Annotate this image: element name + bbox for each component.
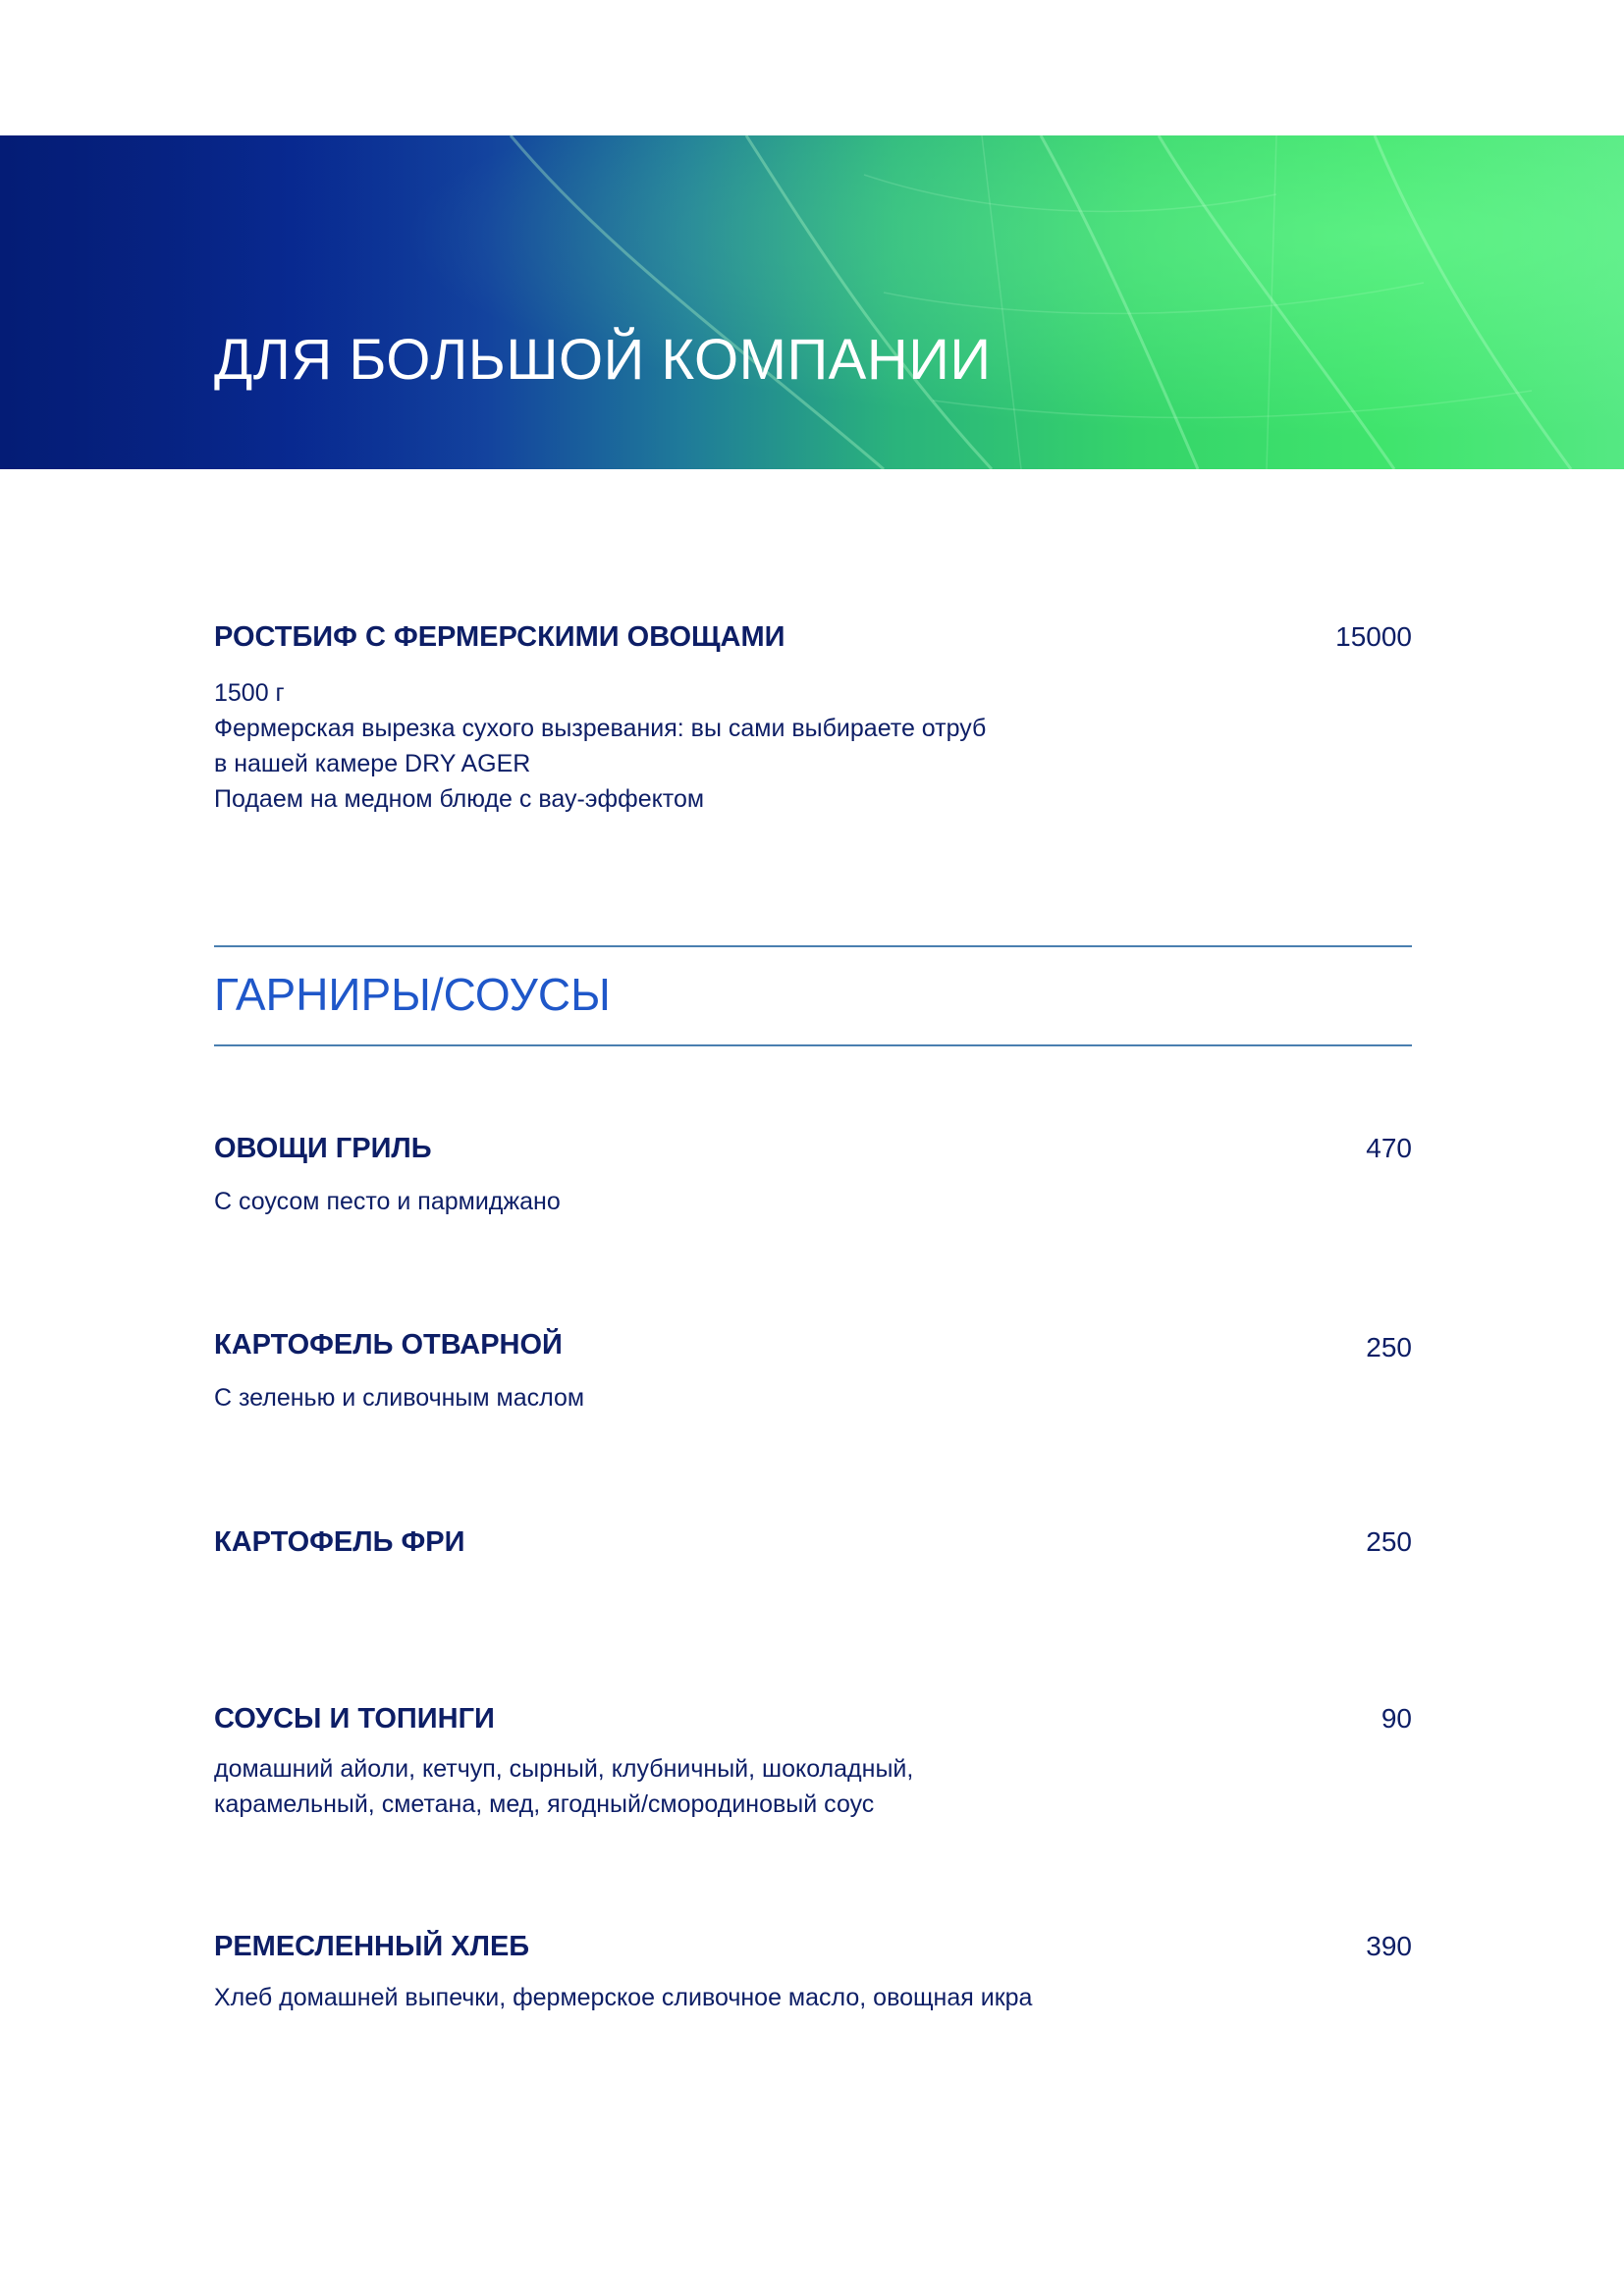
divider-bottom (214, 1044, 1412, 1046)
item-description (214, 1380, 584, 1415)
description-line: домашний айоли, кетчуп, сырный, клубничный, шоколадный, (214, 1755, 914, 1783)
description-line: Хлеб домашней выпечки, фермерское сливочное масло, овощная икра (214, 1984, 1033, 2011)
item-description (214, 1184, 561, 1219)
description-line: карамельный, сметана, мед, ягодный/смородиновый соус (214, 1790, 875, 1818)
item-price: 250 (1366, 1332, 1412, 1362)
item-title: КАРТОФЕЛЬ ФРИ (214, 1526, 465, 1558)
item-description (214, 1980, 1032, 2015)
item-title: СОУСЫ И ТОПИНГИ (214, 1703, 495, 1735)
item-price: 15000 (1335, 621, 1412, 652)
item-description (214, 675, 986, 817)
description-line: Фермерская вырезка сухого вызревания: вы сами выбираете отруб (214, 715, 987, 742)
item-description (214, 1751, 913, 1822)
page-title: ДЛЯ БОЛЬШОЙ КОМПАНИИ (214, 328, 992, 392)
leaf-texture-image (0, 135, 1624, 469)
section-title: ГАРНИРЫ/СОУСЫ (214, 969, 611, 1020)
description-line: С зеленью и сливочным маслом (214, 1384, 585, 1412)
item-title: РОСТБИФ С ФЕРМЕРСКИМИ ОВОЩАМИ (214, 621, 785, 653)
item-title: РЕМЕСЛЕННЫЙ ХЛЕБ (214, 1931, 530, 1962)
divider-top (214, 945, 1412, 947)
header-banner (0, 135, 1624, 469)
item-title: ОВОЩИ ГРИЛЬ (214, 1133, 432, 1164)
description-line: в нашей камере DRY AGER (214, 750, 531, 777)
description-line: С соусом песто и пармиджано (214, 1188, 561, 1215)
item-price: 390 (1366, 1931, 1412, 1961)
description-line: Подаем на медном блюде с вау-эффектом (214, 785, 705, 813)
description-line: 1500 г (214, 679, 285, 707)
item-price: 250 (1366, 1526, 1412, 1557)
item-price: 470 (1366, 1133, 1412, 1163)
item-price: 90 (1380, 1703, 1412, 1734)
item-title: КАРТОФЕЛЬ ОТВАРНОЙ (214, 1329, 563, 1361)
